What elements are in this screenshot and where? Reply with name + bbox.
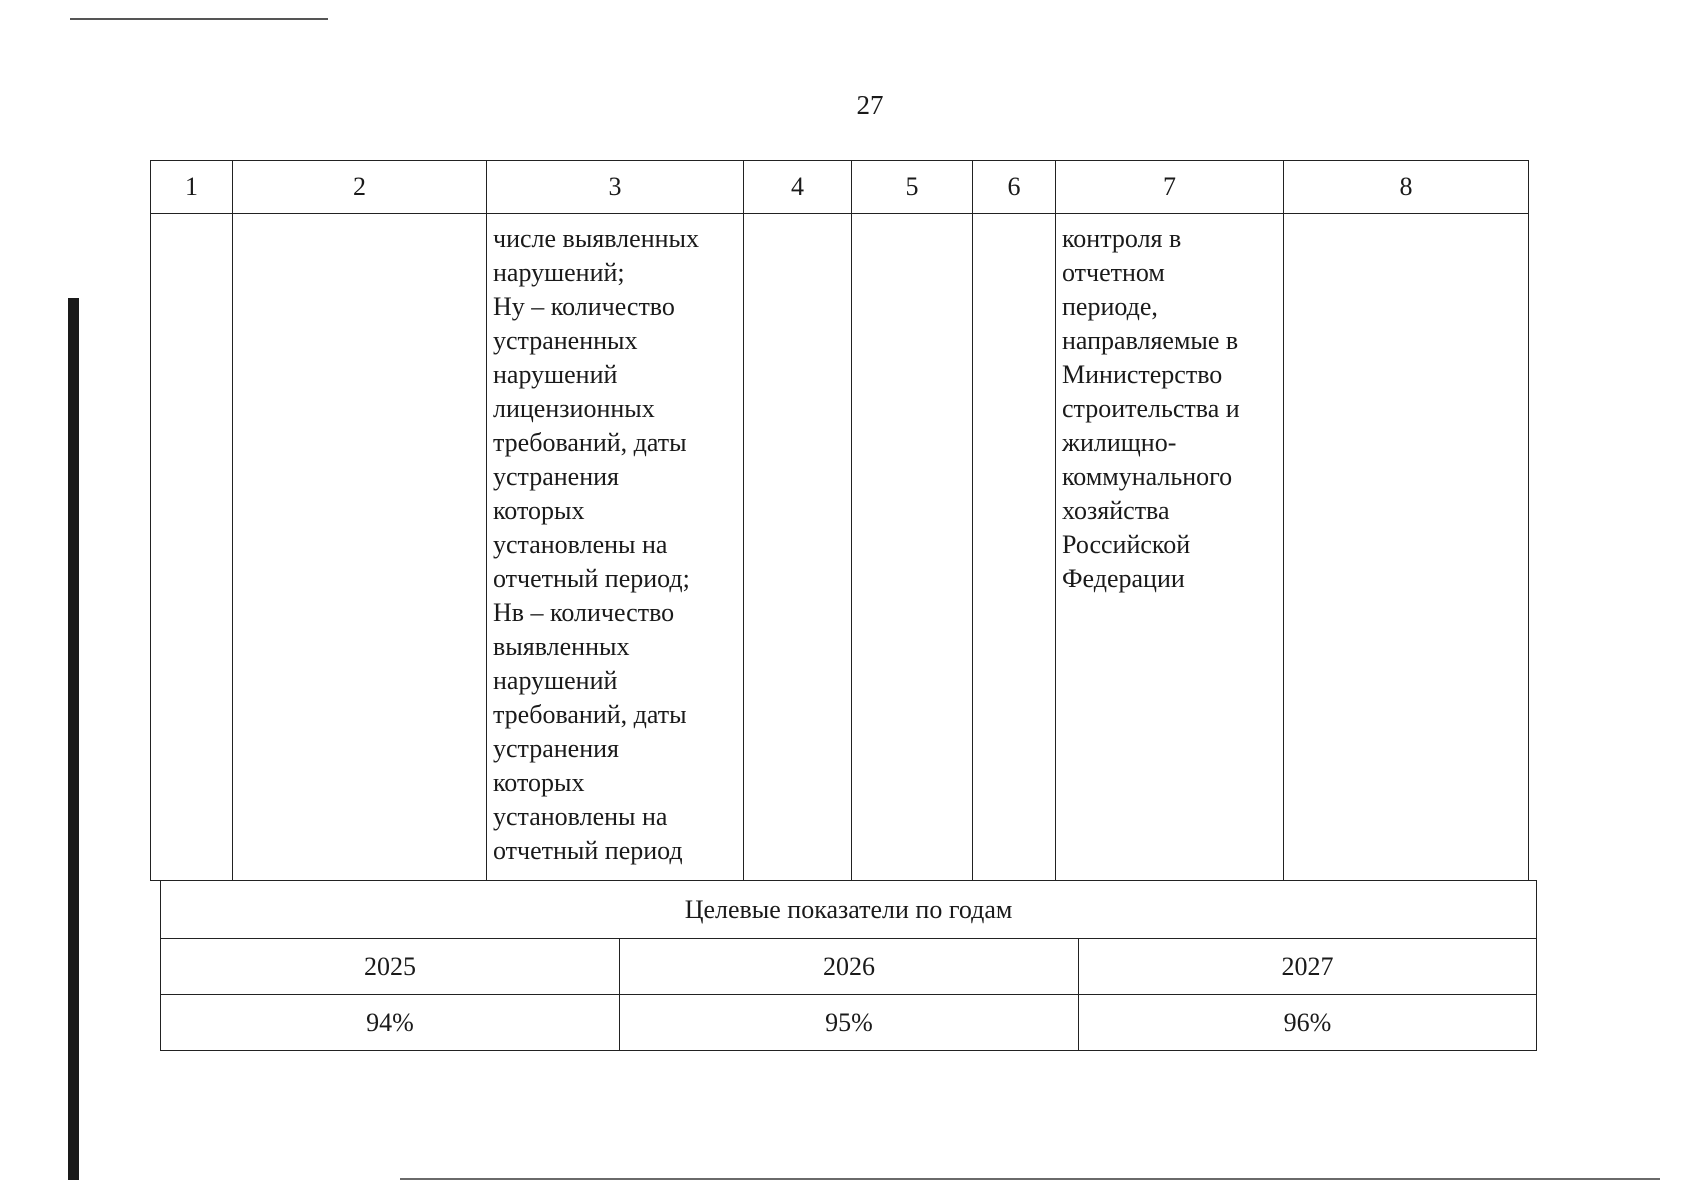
- cell-col-1: [151, 214, 233, 881]
- targets-year-row: [161, 939, 1537, 995]
- col3-line: которых: [493, 768, 585, 797]
- col7-line: периоде,: [1062, 292, 1158, 321]
- col7-text: [1056, 214, 1283, 596]
- col3-line: отчетный период: [493, 836, 683, 865]
- col3-line: числе выявленных: [493, 224, 699, 253]
- col3-line: нарушений;: [493, 258, 625, 287]
- targets-title-row: [161, 881, 1537, 939]
- col3-line: лицензионных: [493, 394, 655, 423]
- col7-line: Федерации: [1062, 564, 1185, 593]
- year-cell: 2025: [161, 939, 620, 995]
- targets-title: Целевые показатели по годам: [161, 881, 1537, 939]
- col3-line: отчетный период;: [493, 564, 690, 593]
- col3-line: которых: [493, 496, 585, 525]
- col3-line: Нв – количество: [493, 598, 675, 627]
- targets-value-row: [161, 995, 1537, 1051]
- page-number: 27: [856, 90, 884, 120]
- column-number-8: 8: [1284, 161, 1529, 214]
- column-number-7: 7: [1056, 161, 1284, 214]
- cell-col-8: [1284, 214, 1529, 881]
- col7-line: жилищно-: [1062, 428, 1177, 457]
- col3-line: требований, даты: [493, 428, 687, 457]
- cell-col-6: [973, 214, 1056, 881]
- cell-col-3: [487, 214, 744, 881]
- main-table: [150, 160, 1529, 881]
- table-row: [151, 214, 1529, 881]
- column-number-4: 4: [744, 161, 852, 214]
- col3-line: выявленных: [493, 632, 630, 661]
- target-indicators-table: [160, 880, 1537, 1051]
- column-number-5: 5: [852, 161, 973, 214]
- cell-col-5: [852, 214, 973, 881]
- value-cell: 94%: [161, 995, 620, 1051]
- cell-col-4: [744, 214, 852, 881]
- col7-line: контроля в: [1062, 224, 1182, 253]
- col7-line: направляемые в: [1062, 326, 1239, 355]
- col7-line: Министерство: [1062, 360, 1223, 389]
- year-cell: 2026: [620, 939, 1079, 995]
- col3-line: установлены на: [493, 802, 668, 831]
- col3-line: устранения: [493, 462, 620, 491]
- scan-line-top: [70, 18, 328, 20]
- col3-text: [487, 214, 743, 868]
- col7-line: отчетном: [1062, 258, 1165, 287]
- scan-edge-left: [68, 298, 79, 1180]
- column-number-2: 2: [233, 161, 487, 214]
- col3-line: устранения: [493, 734, 620, 763]
- value-cell: 96%: [1079, 995, 1537, 1051]
- column-number-1: 1: [151, 161, 233, 214]
- cell-col-7: [1056, 214, 1284, 881]
- column-number-6: 6: [973, 161, 1056, 214]
- cell-col-2: [233, 214, 487, 881]
- col3-line: Ну – количество: [493, 292, 675, 321]
- col3-line: нарушений: [493, 360, 618, 389]
- col3-line: требований, даты: [493, 700, 687, 729]
- column-number-3: 3: [487, 161, 744, 214]
- value-cell: 95%: [620, 995, 1079, 1051]
- column-number-row: [151, 161, 1529, 214]
- col7-line: хозяйства: [1062, 496, 1170, 525]
- col3-line: устраненных: [493, 326, 638, 355]
- col7-line: строительства и: [1062, 394, 1240, 423]
- scan-line-bottom: [400, 1178, 1660, 1180]
- col7-line: Российской: [1062, 530, 1191, 559]
- year-cell: 2027: [1079, 939, 1537, 995]
- col7-line: коммунального: [1062, 462, 1233, 491]
- col3-line: нарушений: [493, 666, 618, 695]
- col3-line: установлены на: [493, 530, 668, 559]
